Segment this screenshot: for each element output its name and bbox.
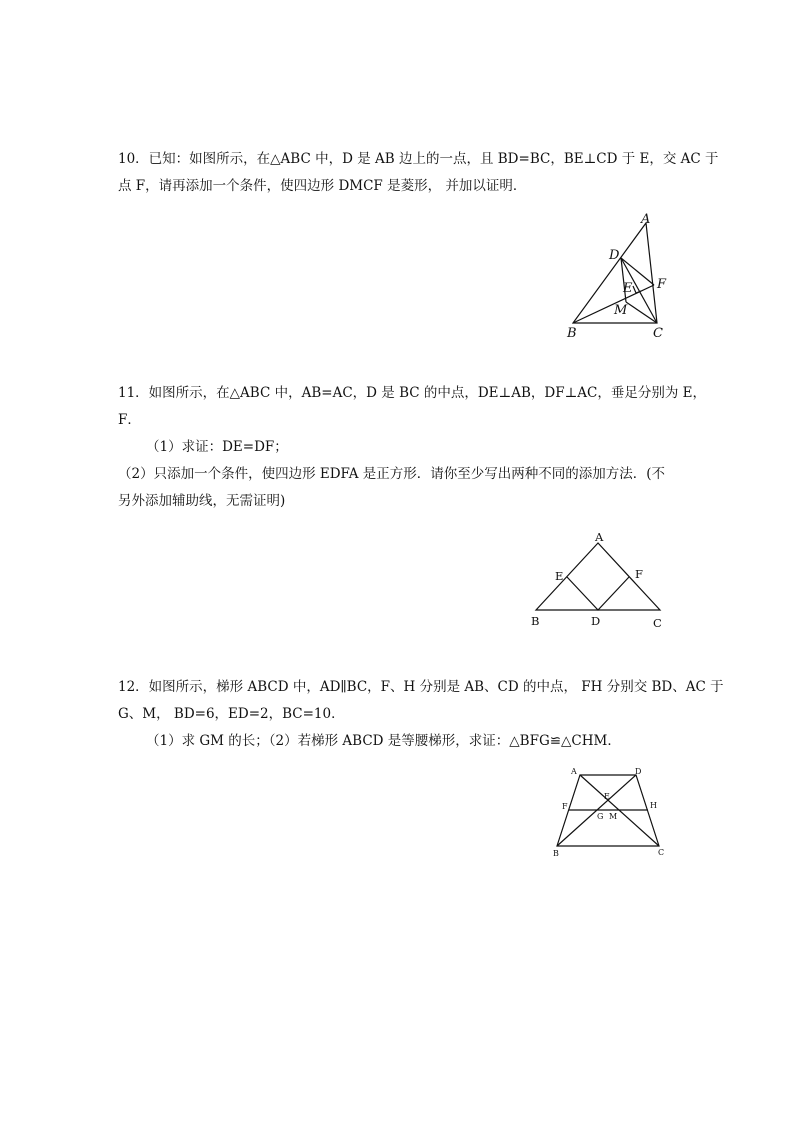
figure-10 <box>560 208 680 342</box>
problem-10 <box>118 146 719 200</box>
problem-12 <box>118 674 724 755</box>
problem-12-parts: （1）求 GM 的长；（2）若梯形 ABCD 是等腰梯形，求证：△BFG≌△CHM． <box>146 733 621 749</box>
problem-11-part-1: （1）求证：DE=DF； <box>146 439 288 455</box>
problem-10-line-1: 10．已知：如图所示，在△ABC 中，D 是 AB 边上的一点，且 BD=BC，BE⊥CD 于 E，交 AC 于 <box>118 151 719 167</box>
problem-11-line-1: 11．如图所示，在△ABC 中，AB=AC，D 是 BC 的中点，DE⊥AB，DF⊥AC，垂足分别为 E， <box>118 385 707 401</box>
label-m: M <box>614 303 628 318</box>
label-e: E <box>604 792 610 801</box>
figure-12 <box>550 762 675 860</box>
problem-11 <box>118 380 707 515</box>
label-a: A <box>571 767 577 776</box>
label-d: D <box>635 767 642 776</box>
label-b: B <box>553 849 559 858</box>
label-h: H <box>650 801 657 810</box>
label-d: D <box>609 248 620 263</box>
label-b: B <box>531 614 540 628</box>
segment-mc <box>626 302 657 323</box>
label-d: D <box>591 614 601 628</box>
label-e: E <box>623 281 633 296</box>
label-b: B <box>567 326 577 341</box>
label-c: C <box>658 848 665 857</box>
problem-11-part-2-cont: 另外添加辅助线，无需证明) <box>118 493 286 509</box>
problem-12-line-2: G、M， BD=6，ED=2，BC=10． <box>118 706 345 722</box>
problem-10-line-2: 点 F，请再添加一个条件，使四边形 DMCF 是菱形， 并加以证明． <box>118 178 527 194</box>
label-f: F <box>657 277 667 292</box>
label-m: M <box>609 812 618 821</box>
label-a: A <box>595 530 604 544</box>
label-e: E <box>555 569 564 583</box>
label-f: F <box>635 567 643 581</box>
label-c: C <box>653 616 662 630</box>
label-f: F <box>562 802 568 811</box>
segment-edf <box>567 577 629 610</box>
label-a: A <box>641 212 651 227</box>
problem-12-line-1: 12．如图所示，梯形 ABCD 中，AD∥BC，F、H 分别是 AB、CD 的中点， FH 分别交 BD、AC 于 <box>118 679 724 695</box>
label-g: G <box>597 812 604 821</box>
problem-11-line-2: F． <box>118 412 141 428</box>
problem-11-part-2: （2）只添加一个条件，使四边形 EDFA 是正方形．请你至少写出两种不同的添加方法．(不 <box>118 466 666 482</box>
label-c: C <box>653 326 663 341</box>
figure-11 <box>525 528 675 632</box>
